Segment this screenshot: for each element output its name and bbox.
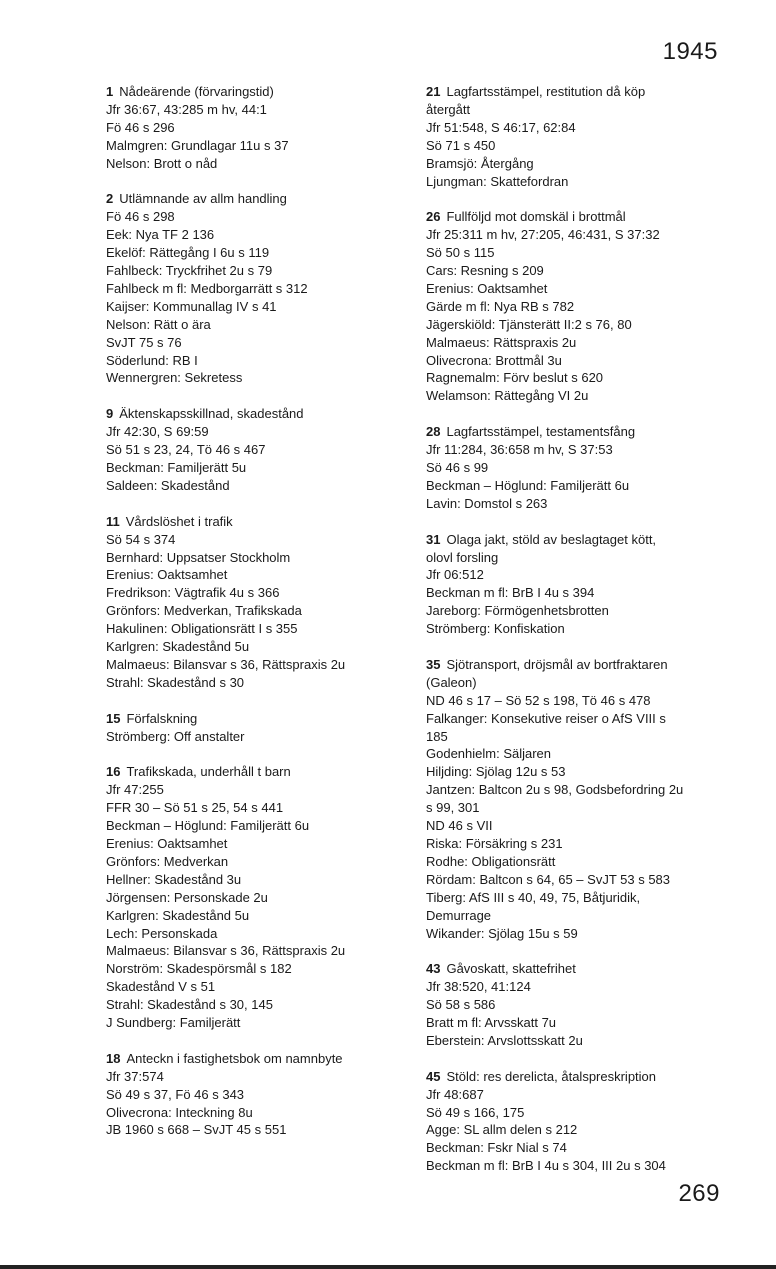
reference-line: Malmaeus: Bilansvar s 36, Rättspraxis 2u bbox=[106, 656, 346, 672]
reference-line: Ragnemalm: Förv beslut s 620 bbox=[426, 370, 604, 386]
reference-line: Sö 46 s 99 bbox=[426, 460, 489, 475]
reference-line: Fredrikson: Vägtrafik 4u s 366 bbox=[106, 585, 280, 601]
case-heading bbox=[426, 656, 746, 674]
reference-line: Tiberg: AfS III s 40, 49, 75, Båtjuridik, bbox=[426, 889, 641, 905]
reference-line: Riska: Försäkring s 231 bbox=[426, 836, 563, 851]
reference-line: Jantzen: Baltcon 2u s 98, Godsbefordring 2u bbox=[426, 782, 684, 798]
case-number: 35 bbox=[426, 656, 441, 672]
case-heading bbox=[106, 513, 436, 531]
reference-line: Fö 46 s 296 bbox=[106, 119, 175, 135]
reference-line: Jareborg: Förmögenhetsbrotten bbox=[426, 603, 609, 619]
reference-line: Kaijser: Kommunallag IV s 41 bbox=[106, 298, 277, 314]
reference-line: ND 46 s 17 – Sö 52 s 198, Tö 46 s 478 bbox=[426, 692, 651, 708]
case-title: Äktenskapsskillnad, skadestånd bbox=[119, 406, 304, 422]
case-heading bbox=[106, 83, 436, 101]
case-heading bbox=[106, 405, 436, 423]
reference-line: Sö 49 s 166, 175 bbox=[426, 1104, 525, 1120]
case-number: 26 bbox=[426, 209, 441, 225]
reference-line: Lavin: Domstol s 263 bbox=[426, 495, 548, 511]
reference-line: Beckman: Familjerätt 5u bbox=[106, 460, 247, 475]
case-number: 15 bbox=[106, 710, 121, 726]
case-heading bbox=[106, 190, 436, 208]
case-title: Fullföljd mot domskäl i brottmål bbox=[446, 209, 626, 225]
case-number: 21 bbox=[426, 84, 441, 99]
reference-line: Fahlbeck: Tryckfrihet 2u s 79 bbox=[106, 263, 273, 279]
case-number: 16 bbox=[106, 764, 121, 780]
case-heading bbox=[106, 710, 436, 728]
reference-line: Hiljding: Sjölag 12u s 53 bbox=[426, 764, 566, 780]
reference-line: Malmaeus: Rättspraxis 2u bbox=[426, 334, 577, 350]
reference-line: Wikander: Sjölag 15u s 59 bbox=[426, 925, 578, 941]
reference-line: Beckman: Fskr Nial s 74 bbox=[426, 1140, 567, 1156]
reference-line: Jfr 48:687 bbox=[426, 1086, 484, 1102]
reference-line: Erenius: Oaktsamhet bbox=[106, 835, 228, 851]
reference-line: Sö 58 s 586 bbox=[426, 997, 496, 1013]
reference-line: Skadestånd V s 51 bbox=[106, 979, 216, 995]
right-column bbox=[426, 83, 746, 1193]
left-column bbox=[106, 83, 436, 1157]
reference-line: Eberstein: Arvslottsskatt 2u bbox=[426, 1032, 583, 1048]
reference-line: Strömberg: Off anstalter bbox=[106, 728, 245, 744]
reference-line: Söderlund: RB I bbox=[106, 352, 198, 368]
reference-line: Jfr 42:30, S 69:59 bbox=[106, 424, 209, 440]
case-heading bbox=[106, 763, 436, 781]
case-title: Vårdslöshet i trafik bbox=[125, 513, 233, 529]
reference-line: s 99, 301 bbox=[426, 800, 480, 816]
case-heading bbox=[426, 208, 746, 226]
reference-line: Jägerskiöld: Tjänsterätt II:2 s 76, 80 bbox=[426, 316, 632, 332]
reference-line: Jfr 47:255 bbox=[106, 782, 164, 798]
case-heading bbox=[426, 423, 746, 441]
reference-line: Jfr 37:574 bbox=[106, 1068, 164, 1084]
reference-line: Eek: Nya TF 2 136 bbox=[106, 227, 215, 243]
case-entry bbox=[426, 656, 746, 943]
case-number: 11 bbox=[106, 513, 120, 529]
reference-line: FFR 30 – Sö 51 s 25, 54 s 441 bbox=[106, 800, 284, 816]
reference-line: Beckman m fl: BrB I 4u s 394 bbox=[426, 585, 595, 601]
reference-line: Ljungman: Skattefordran bbox=[426, 173, 569, 189]
reference-line: (Galeon) bbox=[426, 674, 477, 690]
case-number: 45 bbox=[426, 1068, 441, 1084]
case-title: Lagfartsstämpel, restitution då köp bbox=[446, 84, 646, 99]
reference-line: Rodhe: Obligationsrätt bbox=[426, 853, 556, 869]
reference-line: Strömberg: Konfiskation bbox=[426, 621, 565, 637]
reference-line: Lech: Personskada bbox=[106, 925, 218, 941]
reference-line: Sö 51 s 23, 24, Tö 46 s 467 bbox=[106, 442, 266, 458]
case-number: 18 bbox=[106, 1050, 121, 1066]
case-title: Anteckn i fastighetsbok om namnbyte bbox=[126, 1050, 343, 1066]
reference-line: Beckman – Höglund: Familjerätt 6u bbox=[106, 818, 310, 834]
case-title: Lagfartsstämpel, testamentsfång bbox=[446, 424, 636, 440]
reference-line: Jfr 36:67, 43:285 m hv, 44:1 bbox=[106, 101, 267, 117]
reference-line: Agge: SL allm delen s 212 bbox=[426, 1122, 578, 1138]
case-title: Olaga jakt, stöld av beslagtaget kött, bbox=[446, 531, 657, 547]
case-heading bbox=[426, 1068, 746, 1086]
reference-line: olovl forsling bbox=[426, 549, 499, 565]
reference-line: Grönfors: Medverkan, Trafikskada bbox=[106, 603, 302, 619]
reference-line: Bramsjö: Återgång bbox=[426, 155, 534, 171]
reference-line: Bernhard: Uppsatser Stockholm bbox=[106, 549, 291, 565]
reference-line: 185 bbox=[426, 728, 448, 744]
reference-line: Saldeen: Skadestånd bbox=[106, 477, 230, 493]
case-title: Utlämnande av allm handling bbox=[119, 191, 287, 207]
case-number: 31 bbox=[426, 531, 441, 547]
reference-line: Fö 46 s 298 bbox=[106, 209, 175, 225]
reference-line: Karlgren: Skadestånd 5u bbox=[106, 639, 250, 655]
reference-line: Sö 71 s 450 bbox=[426, 137, 496, 153]
reference-line: Sö 49 s 37, Fö 46 s 343 bbox=[106, 1086, 245, 1102]
reference-line: Strahl: Skadestånd s 30 bbox=[106, 674, 245, 690]
case-number: 43 bbox=[426, 961, 441, 977]
reference-line: ND 46 s VII bbox=[426, 818, 493, 834]
case-entry bbox=[426, 1068, 746, 1175]
reference-line: återgått bbox=[426, 101, 471, 117]
case-title: Förfalskning bbox=[126, 710, 198, 726]
page-year: 1945 bbox=[662, 38, 718, 65]
reference-line: Jfr 38:520, 41:124 bbox=[426, 979, 531, 995]
case-title: Nådeärende (förvaringstid) bbox=[119, 84, 274, 99]
reference-line: J Sundberg: Familjerätt bbox=[106, 1015, 241, 1031]
case-entry bbox=[426, 83, 746, 190]
case-entry bbox=[106, 710, 436, 746]
case-title: Sjötransport, dröjsmål av bortfraktaren bbox=[446, 656, 668, 672]
reference-line: SvJT 75 s 76 bbox=[106, 334, 182, 350]
page-number: 269 bbox=[678, 1180, 720, 1207]
reference-line: Hellner: Skadestånd 3u bbox=[106, 871, 242, 887]
reference-line: Sö 50 s 115 bbox=[426, 245, 495, 261]
reference-line: Beckman m fl: BrB I 4u s 304, III 2u s 304 bbox=[426, 1158, 666, 1174]
bottom-rule bbox=[0, 1265, 776, 1269]
reference-line: Nelson: Brott o nåd bbox=[106, 155, 218, 171]
reference-line: Olivecrona: Inteckning 8u bbox=[106, 1104, 253, 1120]
case-number: 9 bbox=[106, 406, 114, 422]
reference-line: Erenius: Oaktsamhet bbox=[106, 567, 228, 583]
reference-line: Jfr 25:311 m hv, 27:205, 46:431, S 37:32 bbox=[426, 227, 660, 243]
case-entry bbox=[106, 405, 436, 495]
case-title: Trafikskada, underhåll t barn bbox=[126, 764, 291, 780]
reference-line: Erenius: Oaktsamhet bbox=[426, 280, 548, 296]
reference-line: Sö 54 s 374 bbox=[106, 531, 176, 547]
case-entry bbox=[106, 83, 436, 173]
reference-line: Jfr 11:284, 36:658 m hv, S 37:53 bbox=[426, 442, 613, 458]
reference-line: JB 1960 s 668 – SvJT 45 s 551 bbox=[106, 1122, 287, 1138]
case-title: Stöld: res derelicta, åtalspreskription bbox=[446, 1068, 657, 1084]
reference-line: Karlgren: Skadestånd 5u bbox=[106, 907, 250, 923]
reference-line: Jfr 06:512 bbox=[426, 567, 484, 583]
reference-line: Norström: Skadespörsmål s 182 bbox=[106, 961, 292, 977]
case-entry bbox=[106, 513, 436, 692]
case-number: 1 bbox=[106, 84, 114, 99]
case-heading bbox=[426, 960, 746, 978]
reference-line: Strahl: Skadestånd s 30, 145 bbox=[106, 997, 273, 1013]
reference-line: Jfr 51:548, S 46:17, 62:84 bbox=[426, 119, 576, 135]
case-entry bbox=[106, 190, 436, 387]
case-number: 2 bbox=[106, 191, 114, 207]
reference-line: Demurrage bbox=[426, 907, 492, 923]
reference-line: Grönfors: Medverkan bbox=[106, 853, 229, 869]
case-heading bbox=[426, 531, 746, 549]
case-entry bbox=[426, 208, 746, 405]
reference-line: Olivecrona: Brottmål 3u bbox=[426, 352, 562, 368]
reference-line: Gärde m fl: Nya RB s 782 bbox=[426, 298, 575, 314]
reference-line: Beckman – Höglund: Familjerätt 6u bbox=[426, 477, 630, 493]
reference-line: Nelson: Rätt o ära bbox=[106, 316, 211, 332]
reference-line: Godenhielm: Säljaren bbox=[426, 746, 552, 762]
case-entry bbox=[426, 960, 746, 1050]
reference-line: Falkanger: Konsekutive reiser o AfS VIII s bbox=[426, 710, 666, 726]
case-entry bbox=[426, 531, 746, 638]
reference-line: Jörgensen: Personskade 2u bbox=[106, 889, 268, 905]
reference-line: Ekelöf: Rättegång I 6u s 119 bbox=[106, 245, 270, 261]
reference-line: Welamson: Rättegång VI 2u bbox=[426, 388, 589, 404]
case-heading bbox=[106, 1050, 436, 1068]
case-number: 28 bbox=[426, 424, 441, 440]
reference-line: Fahlbeck m fl: Medborgarrätt s 312 bbox=[106, 280, 308, 296]
reference-line: Cars: Resning s 209 bbox=[426, 263, 544, 279]
case-entry bbox=[106, 763, 436, 1032]
reference-line: Wennergren: Sekretess bbox=[106, 370, 243, 386]
reference-line: Rördam: Baltcon s 64, 65 – SvJT 53 s 583 bbox=[426, 871, 671, 887]
case-heading bbox=[426, 83, 746, 101]
reference-line: Malmgren: Grundlagar 11u s 37 bbox=[106, 137, 289, 153]
reference-line: Hakulinen: Obligationsrätt I s 355 bbox=[106, 621, 298, 637]
case-entry bbox=[106, 1050, 436, 1140]
reference-line: Malmaeus: Bilansvar s 36, Rättspraxis 2u bbox=[106, 943, 346, 959]
case-entry bbox=[426, 423, 746, 513]
case-title: Gåvoskatt, skattefrihet bbox=[446, 961, 576, 977]
reference-line: Bratt m fl: Arvsskatt 7u bbox=[426, 1015, 557, 1031]
